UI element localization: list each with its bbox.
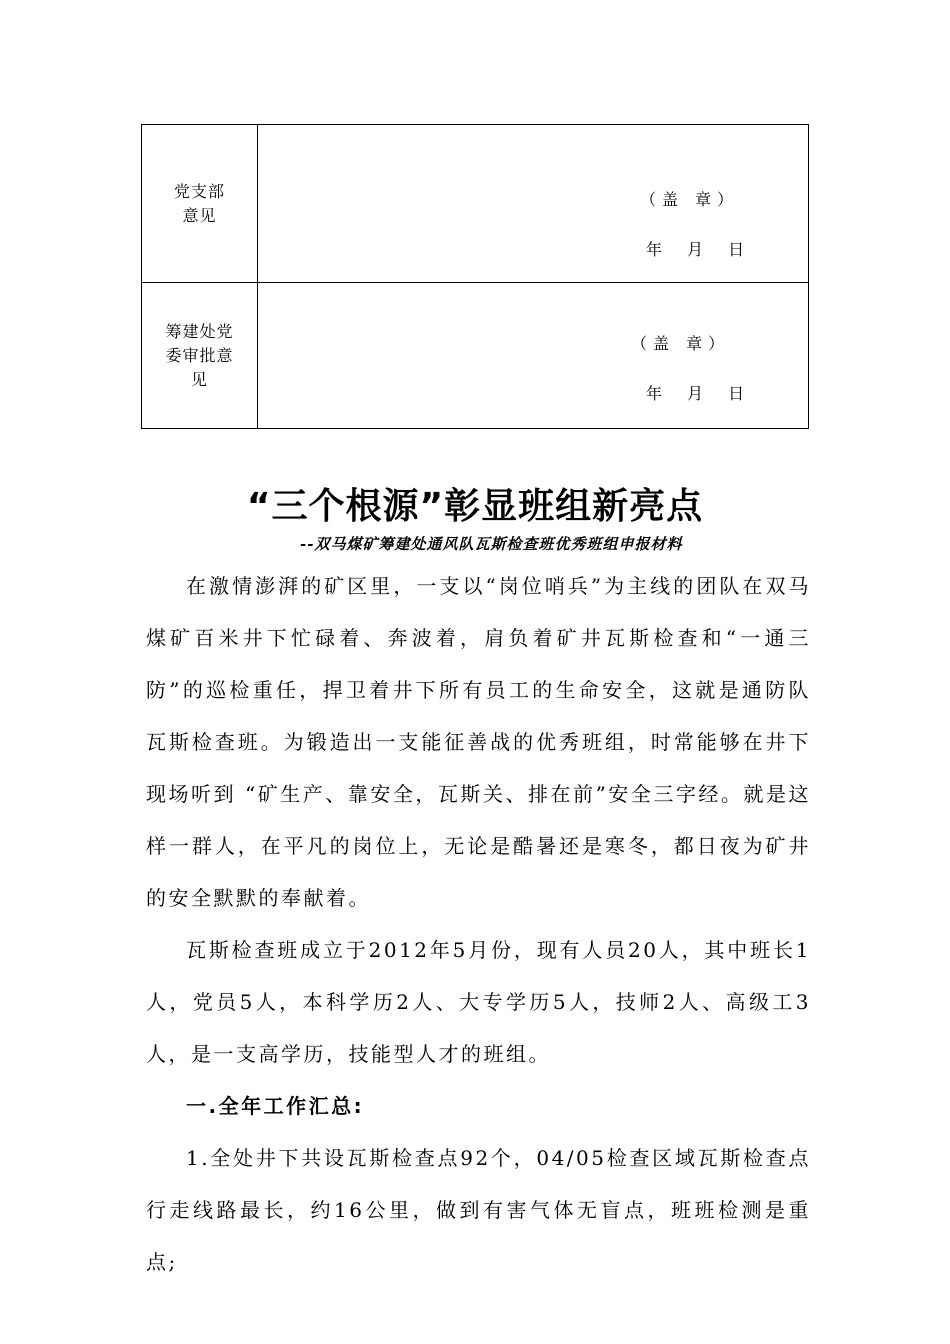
section-heading: 一.全年工作汇总: xyxy=(186,1094,365,1118)
label-line: 党支部 xyxy=(173,181,225,201)
label-line: 意见 xyxy=(182,205,217,225)
party-branch-opinion-cell xyxy=(258,125,809,283)
date-label: 年 月 日 xyxy=(646,240,755,259)
approval-row-party-branch xyxy=(142,125,809,283)
party-committee-opinion-cell xyxy=(258,283,809,429)
label-line: 见 xyxy=(190,369,208,389)
article-subtitle: --双马煤矿筹建处通风队瓦斯检查班优秀班组申报材料 xyxy=(300,535,683,553)
body-paragraph: 在激情澎湃的矿区里，一支以“岗位哨兵”为主线的团队在双马煤矿百米井下忙碌着、奔波着，肩负着矿井瓦斯检查和“一通三防”的巡检重任，捍卫着井下所有员工的生命安全，这就是通防队瓦斯检查班。为锻造出一支能征善战的优秀班组，时常能够在井下现场听到 “矿生产、靠安全，瓦斯关、排在前”安全三字经。就是这样一群人，在平凡的岗位上，无论是酷暑还是寒冬，都日夜为矿井的安全默默的奉献着。 xyxy=(146,574,811,910)
party-committee-label xyxy=(142,283,258,429)
stamp-label: （盖 章） xyxy=(631,334,731,353)
approval-row-party-committee xyxy=(142,283,809,429)
label-line: 筹建处党 xyxy=(165,321,234,341)
label-line: 委审批意 xyxy=(165,345,234,365)
list-item: 1.全处井下共设瓦斯检查点92个，04/05检查区域瓦斯检查点行走线路最长，约16公里，做到有害气体无盲点，班班检测是重点; xyxy=(146,1146,811,1274)
article-body xyxy=(146,560,811,1288)
stamp-label: （盖 章） xyxy=(640,190,740,209)
date-label: 年 月 日 xyxy=(646,384,755,403)
article-title: “三个根源”彰显班组新亮点 xyxy=(246,486,704,527)
approval-table xyxy=(141,124,809,429)
body-paragraph: 瓦斯检查班成立于2012年5月份，现有人员20人，其中班长1人，党员5人，本科学历2人、大专学历5人，技师2人、高级工3人，是一支高学历，技能型人才的班组。 xyxy=(146,938,811,1066)
party-branch-label xyxy=(142,125,258,283)
